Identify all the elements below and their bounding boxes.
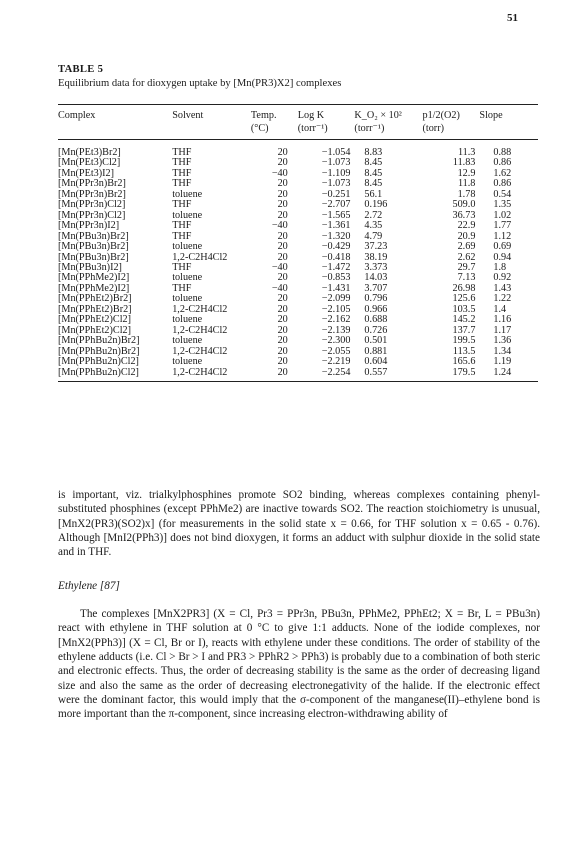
cell-complex: [Mn(PPhEt2)Cl2] — [58, 314, 132, 326]
cell-p12: 113.5 — [452, 345, 476, 357]
cell-p12: 26.98 — [452, 282, 476, 294]
cell-slope: 1.22 — [493, 293, 512, 305]
paragraph-so2: is important, viz. trialkylphosphines promote SO2 binding, whereas complexes containing phenyl-substituted phosphines (except PPhMe2) are inactive towards SO2. The reaction stoichiometry is unusual, [MnX2(PR3)(SO2)x] (for measurements in the solid state x = 0.66, for THF solution x = 0.65 - 0.76). Although [MnI2(PPh3)] does not bind dioxygen, it forms an adduct with sulphur dioxide in the solid state and in THF. — [58, 489, 540, 559]
cell-solvent: toluene — [172, 335, 203, 347]
data-table-block — [58, 104, 538, 382]
cell-temp: 20 — [277, 314, 288, 326]
cell-ko2: 3.373 — [364, 261, 388, 273]
cell-logk: −1.320 — [321, 230, 351, 242]
header-temp: Temp. (°C) — [250, 110, 277, 134]
cell-ko2: 3.707 — [364, 282, 388, 294]
cell-slope: 0.88 — [493, 147, 512, 158]
cell-logk: −2.707 — [321, 199, 351, 211]
cell-temp: 20 — [277, 188, 288, 200]
cell-logk: −1.565 — [321, 209, 351, 221]
cell-slope: 1.16 — [493, 314, 512, 326]
table-body — [58, 148, 538, 378]
cell-complex: [Mn(PPhEt2)Br2] — [58, 303, 132, 315]
cell-complex: [Mn(PEt3)Br2] — [58, 147, 121, 158]
cell-logk: −1.431 — [321, 282, 351, 294]
paragraph-ethylene: The complexes [MnX2PR3] (X = Cl, Pr3 = PPr3n, PBu3n, PPhMe2, PPhEt2; X = Br, L = PBu3n) react with ethylene in THF solution at 0 °C to give 1:1 adducts. None of the iodide complexes, nor [MnX2(PPh3)] (X = Cl, Br or I), reacts with ethylene under these conditions. The order of stability of the ethylene adducts (i.e. Cl > Br > I and PR3 > PPhR2 > PPh3) is probably due to a combination of both steric and electronic effects. Thus, the order of decreasing stability is the same as the order of decreasing ligand size and also the same as the order of decreasing electronegativity of the halide. If the electronic effect were the dominant factor, this would imply that the σ-component of the manganese(II)–ethylene bond is more important than the π-component, since increasing electron-withdrawing ability of — [58, 608, 541, 721]
cell-complex: [Mn(PPr3n)Br2] — [58, 188, 126, 200]
cell-logk: −1.054 — [321, 147, 351, 158]
cell-solvent: toluene — [172, 293, 203, 305]
cell-p12: 2.69 — [457, 241, 476, 253]
cell-ko2: 0.501 — [364, 335, 388, 347]
cell-complex: [Mn(PPr3n)Cl2] — [58, 209, 126, 221]
cell-p12: 20.9 — [457, 230, 476, 242]
cell-complex: [Mn(PEt3)I2] — [58, 167, 115, 179]
cell-temp: 20 — [277, 157, 288, 169]
cell-complex: [Mn(PBu3n)Br2] — [58, 251, 129, 263]
cell-solvent: toluene — [172, 188, 203, 200]
cell-solvent: THF — [172, 199, 192, 211]
table-bottom-rule — [58, 381, 538, 382]
header-p12: p1/2(O2) (torr) — [422, 110, 460, 134]
cell-p12: 165.6 — [452, 356, 476, 368]
cell-ko2: 0.881 — [364, 345, 388, 357]
cell-temp: −40 — [271, 282, 288, 294]
cell-solvent: toluene — [172, 272, 203, 284]
cell-solvent: 1,2-C2H4Cl2 — [172, 251, 228, 263]
cell-complex: [Mn(PPhMe2)I2] — [58, 282, 130, 294]
cell-logk: −2.162 — [321, 314, 351, 326]
table-row — [58, 242, 538, 252]
cell-ko2: 38.19 — [364, 251, 388, 263]
table-label: TABLE 5 — [58, 64, 104, 75]
cell-solvent: THF — [172, 178, 192, 190]
cell-temp: 20 — [277, 345, 288, 357]
cell-temp: 20 — [277, 199, 288, 211]
cell-slope: 1.34 — [493, 345, 512, 357]
cell-solvent: 1,2-C2H4Cl2 — [172, 345, 228, 357]
cell-complex: [Mn(PPhMe2)I2] — [58, 272, 130, 284]
header-solvent: Solvent — [172, 110, 204, 121]
cell-solvent: 1,2-C2H4Cl2 — [172, 366, 228, 378]
cell-slope: 0.69 — [493, 241, 512, 253]
cell-temp: −40 — [271, 220, 288, 232]
cell-logk: −1.109 — [321, 167, 351, 179]
header-complex: Complex — [58, 110, 96, 121]
cell-logk: −2.055 — [321, 345, 351, 357]
cell-logk: −2.105 — [321, 303, 351, 315]
cell-solvent: THF — [172, 157, 192, 169]
cell-logk: −2.254 — [321, 366, 351, 378]
cell-temp: 20 — [277, 272, 288, 284]
cell-slope: 1.8 — [493, 261, 507, 273]
cell-ko2: 0.966 — [364, 303, 388, 315]
cell-temp: −40 — [271, 167, 288, 179]
body-paragraph-2 — [58, 596, 540, 733]
cell-p12: 145.2 — [452, 314, 476, 326]
cell-logk: −0.251 — [321, 188, 351, 200]
cell-p12: 2.62 — [457, 251, 476, 263]
cell-complex: [Mn(PPhEt2)Cl2] — [58, 324, 132, 336]
cell-complex: [Mn(PPhBu2n)Cl2] — [58, 356, 139, 368]
cell-ko2: 0.688 — [364, 314, 388, 326]
cell-temp: 20 — [277, 324, 288, 336]
cell-solvent: toluene — [172, 314, 203, 326]
section-heading-ethylene: Ethylene [87] — [58, 580, 120, 592]
cell-ko2: 8.45 — [364, 178, 383, 190]
cell-slope: 1.02 — [493, 209, 512, 221]
cell-solvent: THF — [172, 282, 192, 294]
cell-p12: 36.73 — [452, 209, 476, 221]
cell-temp: 20 — [277, 356, 288, 368]
cell-p12: 12.9 — [457, 167, 476, 179]
cell-temp: 20 — [277, 251, 288, 263]
cell-slope: 0.86 — [493, 178, 512, 190]
cell-slope: 0.94 — [493, 251, 512, 263]
cell-p12: 509.0 — [452, 199, 476, 211]
cell-solvent: toluene — [172, 356, 203, 368]
cell-logk: −2.300 — [321, 335, 351, 347]
cell-complex: [Mn(PBu3n)Br2] — [58, 241, 129, 253]
cell-p12: 11.83 — [452, 157, 476, 169]
cell-slope: 0.92 — [493, 272, 512, 284]
cell-p12: 179.5 — [452, 366, 476, 378]
cell-ko2: 8.45 — [364, 157, 383, 169]
cell-p12: 103.5 — [452, 303, 476, 315]
cell-logk: −1.073 — [321, 178, 351, 190]
cell-complex: [Mn(PPhBu2n)Cl2] — [58, 366, 139, 378]
cell-logk: −0.853 — [321, 272, 351, 284]
cell-temp: 20 — [277, 293, 288, 305]
cell-logk: −0.429 — [321, 241, 351, 253]
cell-p12: 11.3 — [457, 147, 476, 158]
cell-ko2: 0.557 — [364, 366, 388, 378]
cell-temp: −40 — [271, 261, 288, 273]
cell-solvent: THF — [172, 167, 192, 179]
header-ko2: K_O₂ × 10² (torr⁻¹) — [354, 110, 402, 134]
cell-slope: 1.77 — [493, 220, 512, 232]
table-title: Equilibrium data for dioxygen uptake by [Mn(PR3)X2] complexes — [58, 78, 342, 89]
cell-slope: 1.4 — [493, 303, 507, 315]
cell-logk: −1.073 — [321, 157, 351, 169]
cell-solvent: 1,2-C2H4Cl2 — [172, 324, 228, 336]
cell-ko2: 0.726 — [364, 324, 388, 336]
cell-ko2: 8.83 — [364, 147, 383, 158]
cell-slope: 1.36 — [493, 335, 512, 347]
table-row — [58, 368, 538, 378]
cell-p12: 1.78 — [457, 188, 476, 200]
cell-complex: [Mn(PPhBu2n)Br2] — [58, 345, 140, 357]
cell-temp: 20 — [277, 241, 288, 253]
cell-temp: 20 — [277, 209, 288, 221]
page-number: 51 — [507, 12, 518, 24]
cell-complex: [Mn(PBu3n)I2] — [58, 261, 122, 273]
table-header-row — [58, 105, 538, 135]
cell-complex: [Mn(PEt3)Cl2] — [58, 157, 121, 169]
cell-temp: 20 — [277, 366, 288, 378]
cell-slope: 0.86 — [493, 157, 512, 169]
cell-complex: [Mn(PPr3n)I2] — [58, 220, 120, 232]
cell-logk: −1.361 — [321, 220, 351, 232]
cell-solvent: toluene — [172, 209, 203, 221]
table-caption — [58, 64, 538, 89]
equilibrium-table — [58, 105, 538, 378]
cell-ko2: 37.23 — [364, 241, 388, 253]
cell-temp: 20 — [277, 178, 288, 190]
cell-ko2: 0.196 — [364, 199, 388, 211]
header-logk: Log K (torr⁻¹) — [297, 110, 328, 134]
cell-ko2: 14.03 — [364, 272, 388, 284]
cell-logk: −1.472 — [321, 261, 351, 273]
cell-ko2: 8.45 — [364, 167, 383, 179]
cell-solvent: THF — [172, 220, 192, 232]
cell-complex: [Mn(PPr3n)Cl2] — [58, 199, 126, 211]
cell-p12: 7.13 — [457, 272, 476, 284]
cell-complex: [Mn(PBu3n)Br2] — [58, 230, 129, 242]
cell-slope: 1.12 — [493, 230, 512, 242]
cell-ko2: 4.35 — [364, 220, 383, 232]
cell-ko2: 4.79 — [364, 230, 383, 242]
cell-temp: 20 — [277, 147, 288, 158]
cell-solvent: toluene — [172, 241, 203, 253]
cell-ko2: 2.72 — [364, 209, 383, 221]
cell-p12: 22.9 — [457, 220, 476, 232]
cell-slope: 1.43 — [493, 282, 512, 294]
cell-solvent: THF — [172, 261, 192, 273]
cell-slope: 1.62 — [493, 167, 512, 179]
cell-slope: 1.35 — [493, 199, 512, 211]
table-row — [58, 357, 538, 367]
cell-ko2: 0.796 — [364, 293, 388, 305]
cell-p12: 125.6 — [452, 293, 476, 305]
cell-complex: [Mn(PPr3n)Br2] — [58, 178, 126, 190]
body-paragraph-1 — [58, 488, 540, 559]
cell-logk: −2.099 — [321, 293, 351, 305]
cell-temp: 20 — [277, 335, 288, 347]
header-slope: Slope — [479, 110, 503, 121]
cell-solvent: 1,2-C2H4Cl2 — [172, 303, 228, 315]
cell-solvent: THF — [172, 230, 192, 242]
cell-slope: 1.17 — [493, 324, 512, 336]
cell-complex: [Mn(PPhBu2n)Br2] — [58, 335, 140, 347]
cell-p12: 137.7 — [452, 324, 476, 336]
cell-solvent: THF — [172, 147, 192, 158]
cell-slope: 1.19 — [493, 356, 512, 368]
cell-slope: 1.24 — [493, 366, 512, 378]
cell-logk: −0.418 — [321, 251, 351, 263]
cell-ko2: 0.604 — [364, 356, 388, 368]
cell-p12: 29.7 — [457, 261, 476, 273]
cell-temp: 20 — [277, 303, 288, 315]
cell-ko2: 56.1 — [364, 188, 383, 200]
cell-logk: −2.219 — [321, 356, 351, 368]
cell-slope: 0.54 — [493, 188, 512, 200]
cell-temp: 20 — [277, 230, 288, 242]
cell-p12: 11.8 — [457, 178, 476, 190]
cell-logk: −2.139 — [321, 324, 351, 336]
cell-complex: [Mn(PPhEt2)Br2] — [58, 293, 132, 305]
cell-p12: 199.5 — [452, 335, 476, 347]
